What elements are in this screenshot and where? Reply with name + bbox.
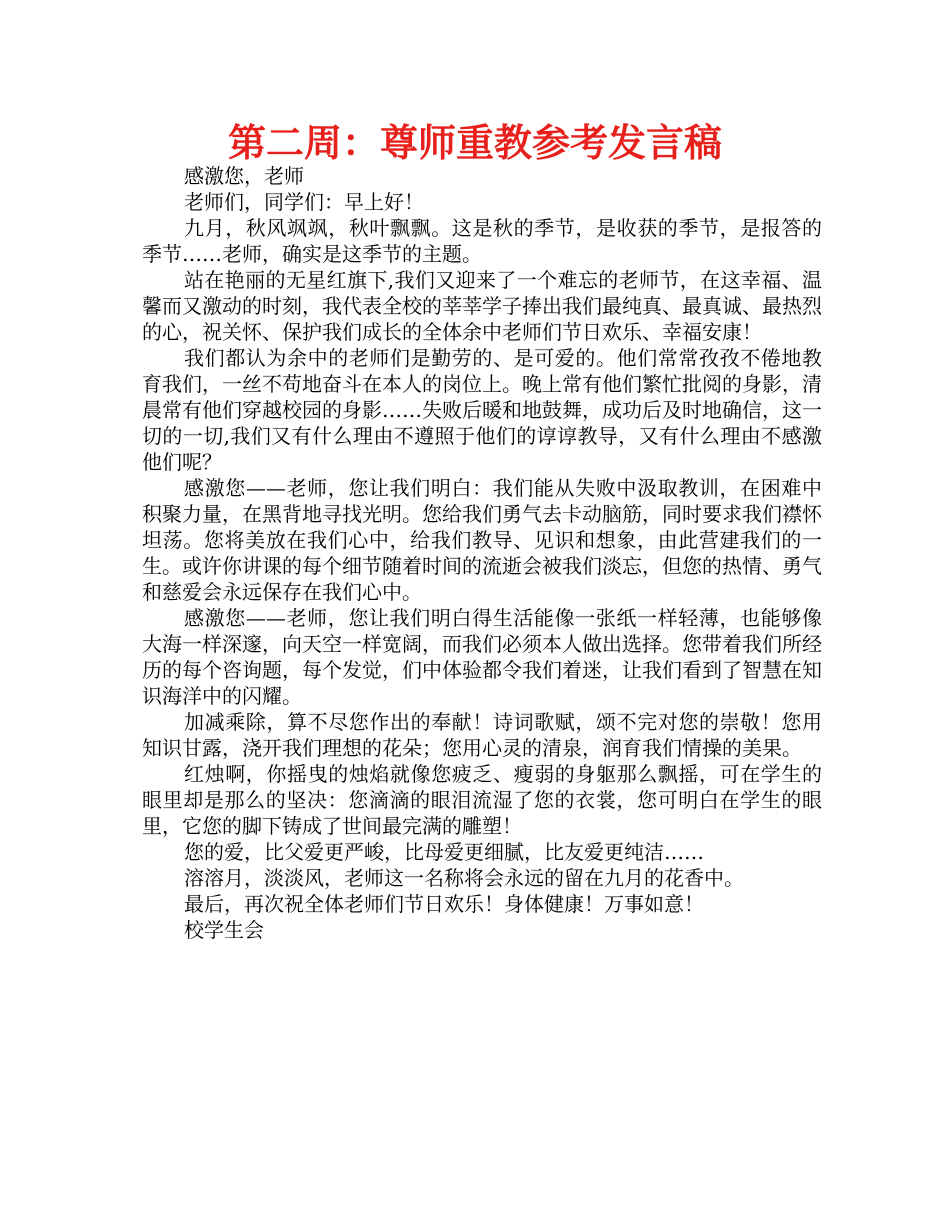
paragraph-red-candle: 红烛啊，你摇曳的烛焰就像您疲乏、瘦弱的身躯那么飘摇，可在学生的眼里却是那么的坚决：您滴滴的眼泪流湿了您的衣裳，您可明白在学生的眼里，它您的脚下铸成了世间最完满的雕塑！ — [142, 762, 822, 838]
paragraph-hardworking-teachers: 我们都认为余中的老师们是勤劳的、是可爱的。他们常常孜孜不倦地教育我们，一丝不苟地奋斗在本人的岗位上。晚上常有他们繁忙批阅的身影，清晨常有他们穿越校园的身影……失败后暖和地鼓舞，成功后及时地确信，这一切的一切,我们又有什么理由不遵照于他们的谆谆教导，又有什么理由不感激他们呢？ — [142, 346, 822, 474]
paragraph-teachers-day: 站在艳丽的无星红旗下,我们又迎来了一个难忘的老师节，在这幸福、温馨而又激动的时刻，我代表全校的莘莘学子捧出我们最纯真、最真诚、最热烈的心，祝关怀、保护我们成长的全体余中老师们节日欢乐、幸福安康！ — [142, 268, 822, 344]
paragraph-greeting-title: 感激您，老师 — [184, 164, 304, 188]
document-body — [142, 163, 822, 943]
paragraph-final-wishes: 最后，再次祝全体老师们节日欢乐！身体健康！万事如意！ — [184, 892, 704, 916]
paragraph-thanks-life: 感激您——老师，您让我们明白得生活能像一张纸一样轻薄，也能够像大海一样深邃，向天空一样宽阔，而我们必须本人做出选择。您带着我们所经历的每个咨询题，每个发觉，们中体验都令我们着迷，让我们看到了智慧在知识海洋中的闪耀。 — [142, 606, 822, 708]
document-title: 第二周：尊师重教参考发言稿 — [227, 121, 722, 165]
paragraph-your-love: 您的爱，比父爱更严峻，比母爱更细腻，比友爱更纯洁…… — [184, 840, 704, 864]
paragraph-dedication: 加减乘除，算不尽您作出的奉献！诗词歌赋，颂不完对您的崇敬！您用知识甘露，浇开我们理想的花朵；您用心灵的清泉，润育我们情操的美果。 — [142, 710, 822, 760]
paragraph-signature: 校学生会 — [184, 918, 264, 942]
paragraph-moonlight: 溶溶月，淡淡风，老师这一名称将会永远的留在九月的花香中。 — [184, 866, 744, 890]
paragraph-september: 九月，秋风飒飒，秋叶飘飘。这是秋的季节，是收获的季节，是报答的季节……老师，确实是这季节的主题。 — [142, 216, 822, 266]
paragraph-greeting: 老师们，同学们：早上好！ — [184, 190, 424, 214]
paragraph-thanks-lessons: 感激您——老师，您让我们明白：我们能从失败中汲取教训，在困难中积聚力量，在黑背地寻找光明。您给我们勇气去卡动脑筋，同时要求我们襟怀坦荡。您将美放在我们心中，给我们教导、见识和想象，由此营建我们的一生。或许你讲课的每个细节随着时间的流逝会被我们淡忘，但您的热情、勇气和慈爱会永远保存在我们心中。 — [142, 476, 822, 604]
